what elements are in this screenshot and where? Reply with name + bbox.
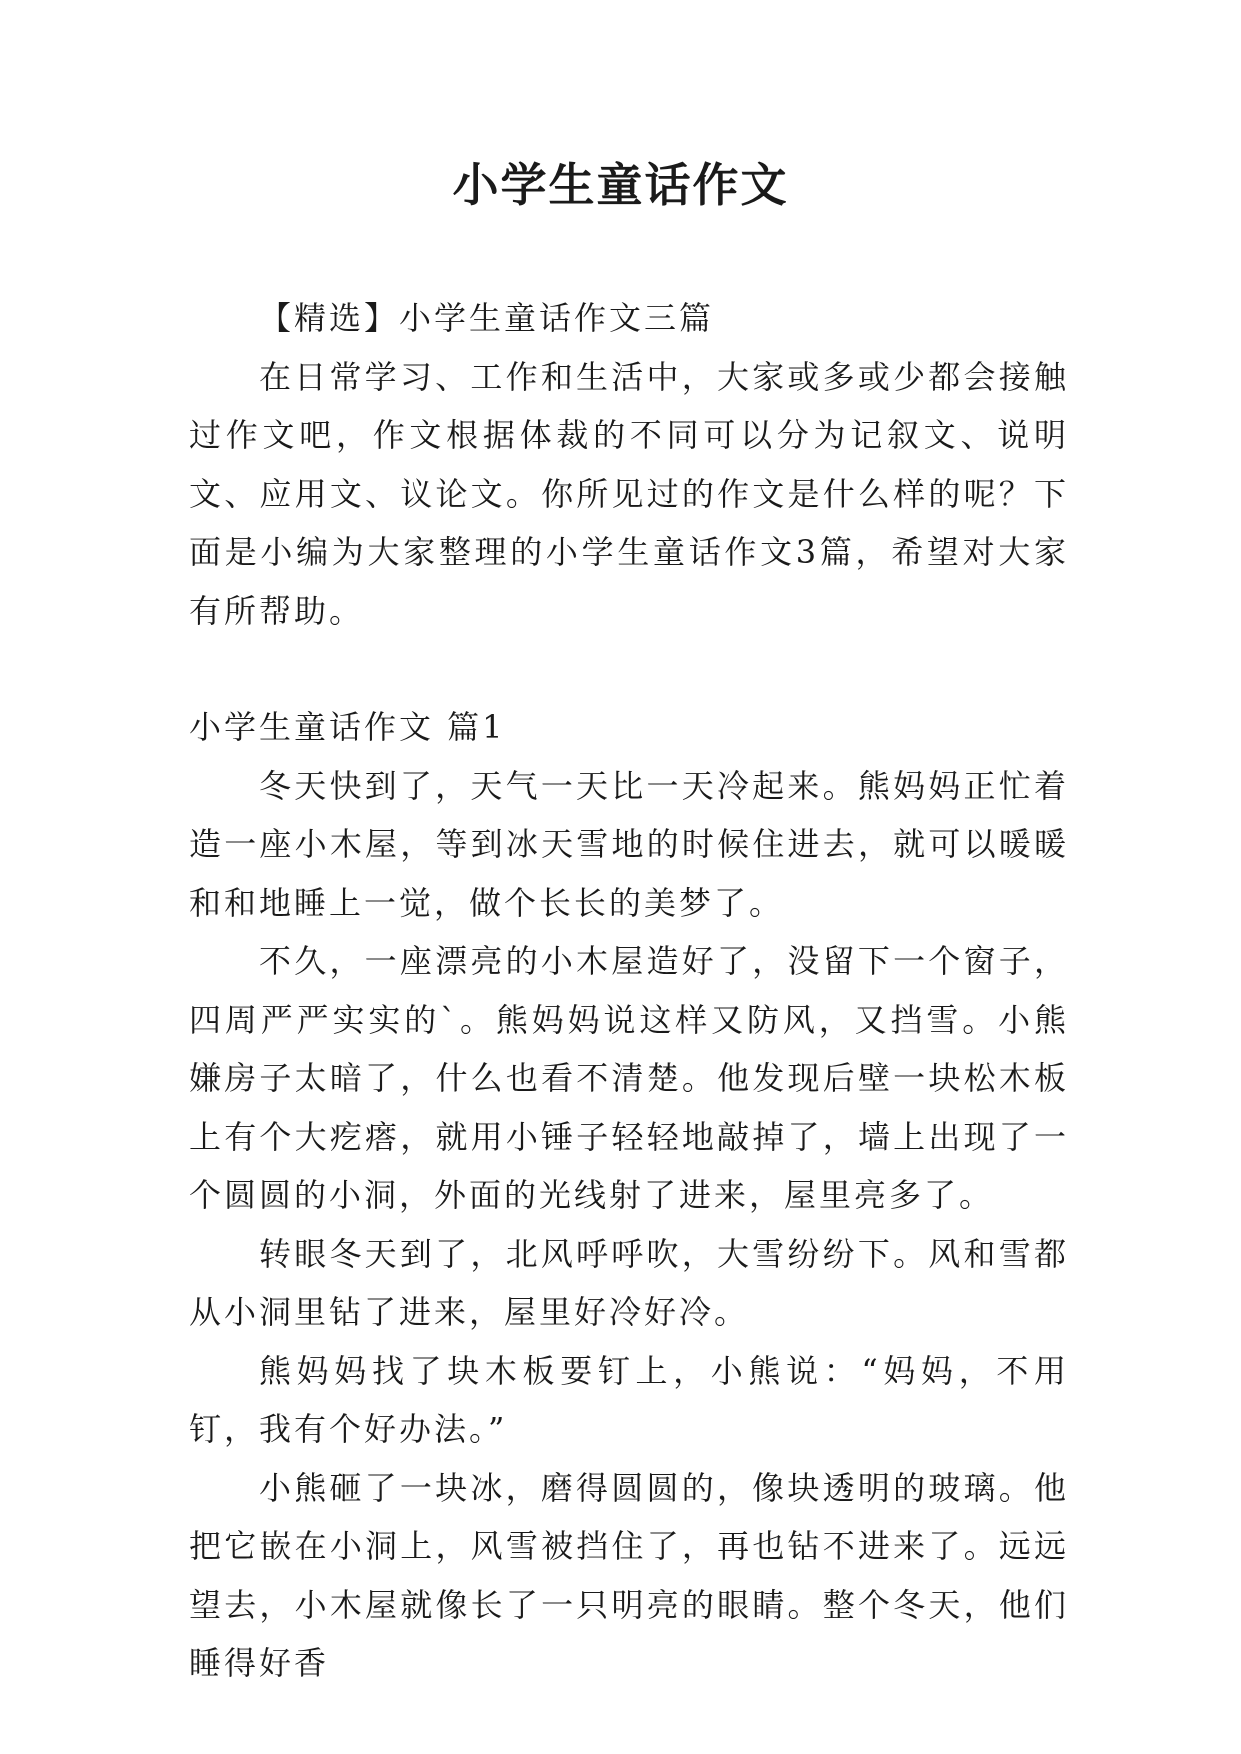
document-subtitle: 【精选】小学生童话作文三篇 [259,299,715,337]
story-paragraph: 小熊砸了一块冰，磨得圆圆的，像块透明的玻璃。他把它嵌在小洞上，风雪被挡住了，再也钻不进来了。远远望去，小木屋就像长了一只明亮的眼睛。整个冬天，他们睡得好香 [189,1468,1069,1682]
section-heading: 小学生童话作文 篇1 [189,708,506,746]
document-body [189,289,1069,1693]
story-paragraph: 不久，一座漂亮的小木屋造好了，没留下一个窗子，四周严严实实的`。熊妈妈说这样又防风，又挡雪。小熊嫌房子太暗了，什么也看不清楚。他发现后壁一块松木板上有个大疙瘩，就用小锤子轻轻地敲掉了，墙上出现了一个圆圆的小洞，外面的光线射了进来，屋里亮多了。 [189,942,1069,1214]
intro-paragraph: 在日常学习、工作和生活中，大家或多或少都会接触过作文吧，作文根据体裁的不同可以分为记叙文、说明文、应用文、议论文。你所见过的作文是什么样的呢？下面是小编为大家整理的小学生童话作文3篇，希望对大家有所帮助。 [189,357,1069,630]
document-title: 小学生童话作文 [452,158,789,212]
story-paragraph: 熊妈妈找了块木板要钉上，小熊说：“妈妈，不用钉，我有个好办法。” [189,1351,1069,1448]
story-paragraph: 冬天快到了，天气一天比一天冷起来。熊妈妈正忙着造一座小木屋，等到冰天雪地的时候住进去，就可以暖暖和和地睡上一觉，做个长长的美梦了。 [189,766,1069,922]
story-paragraph: 转眼冬天到了，北风呼呼吹，大雪纷纷下。风和雪都从小洞里钻了进来，屋里好冷好冷。 [189,1234,1069,1331]
